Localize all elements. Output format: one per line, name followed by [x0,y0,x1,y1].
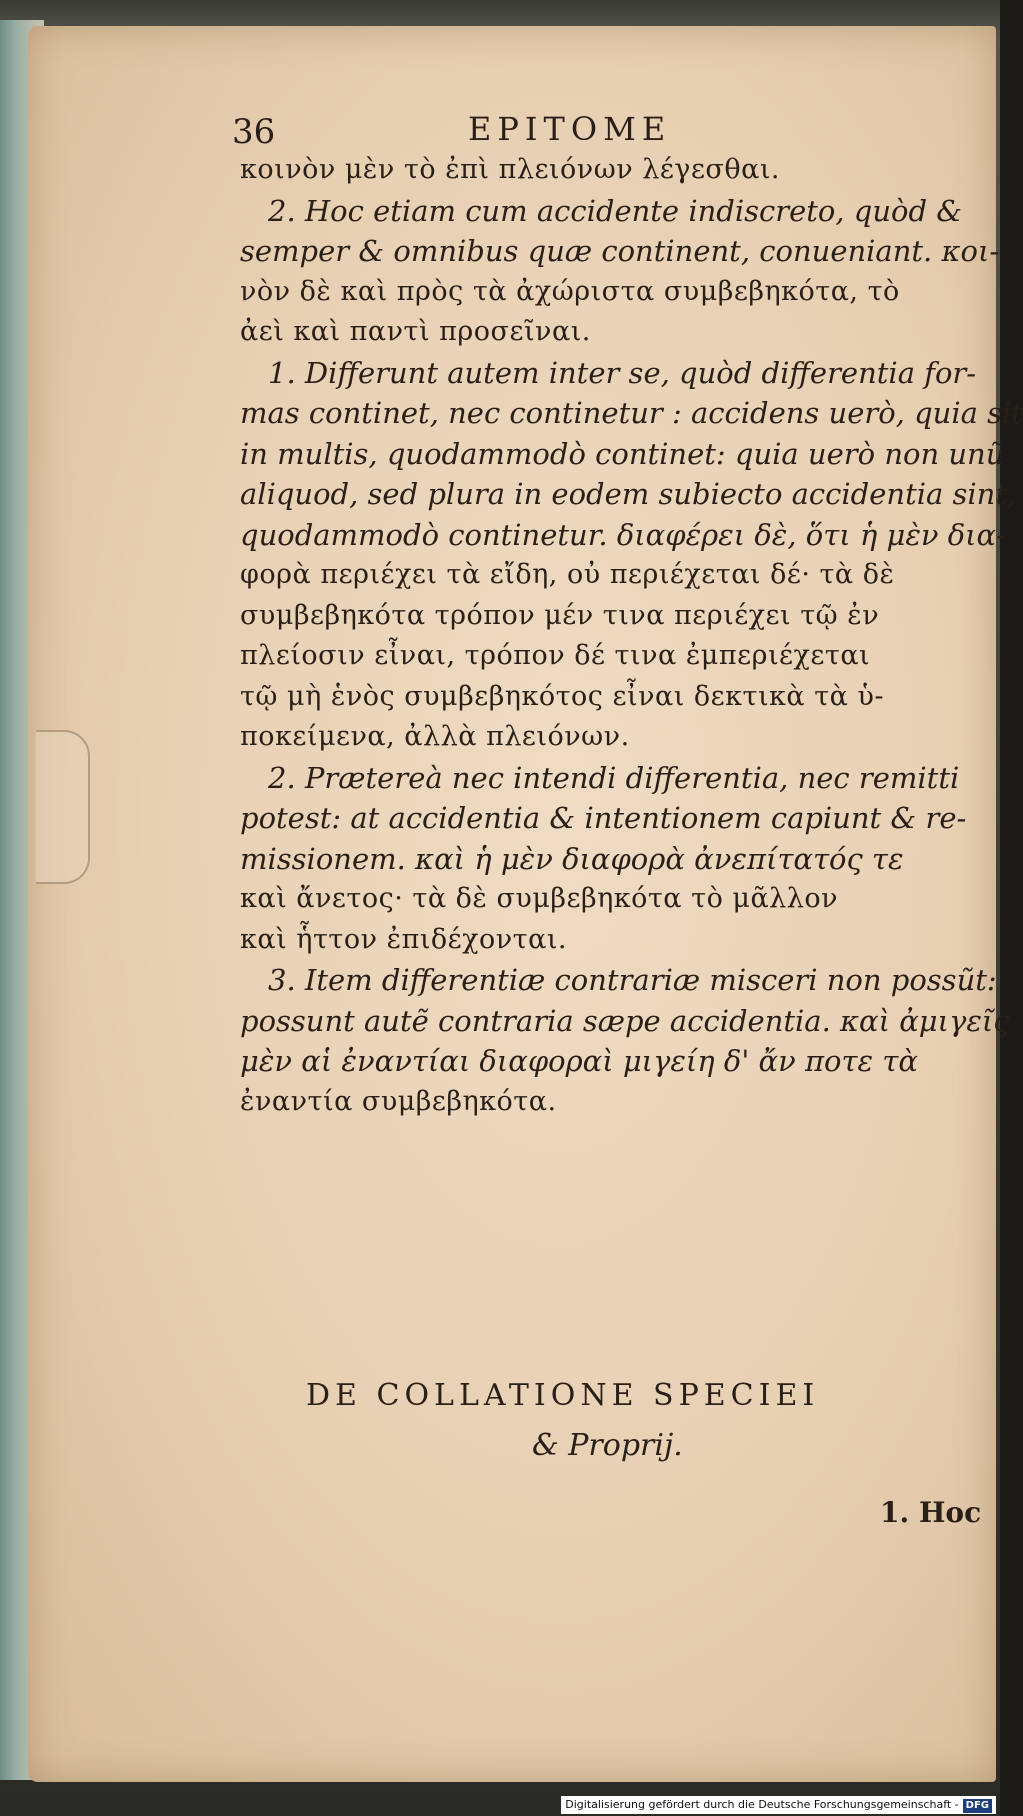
section-heading: DE COLLATIONE SPECIEI [306,1378,820,1413]
text-line: τῷ μὴ ἑνὸς συμβεβηκότος εἶναι δεκτικὰ τὰ ὑ- [240,680,885,712]
page-tab-mark [36,730,90,884]
text-line: μὲν αἱ ἐναντίαι διαφοραὶ μιγείη δ' ἄν ποτε τὰ [240,1044,918,1078]
text-line: 3. Item differentiæ contrariæ misceri non possũt: [268,963,997,997]
text-line: missionem. καὶ ἡ μὲν διαφορὰ ἀνεπίτατός τε [240,841,904,876]
text-line: aliquod, sed plura in eodem subiecto accidentia sint, [240,477,1017,511]
text-line: semper & omnibus quæ continent, conueniant. κοι- [240,234,1000,268]
text-line: possunt autẽ contraria sæpe accidentia. καὶ ἀμιγεῖς [240,1003,1010,1038]
text-line: mas continet, nec continetur : accidens uerò, quia sit [240,396,1023,430]
text-line: potest: at accidentia & intentionem capiunt & re- [240,801,967,835]
catchword: 1. Hoc [880,1496,982,1529]
text-line: 1. Differunt autem inter se, quòd differentia for- [268,355,977,390]
text-line: καὶ ἄνετος· τὰ δὲ συμβεβηκότα τὸ μᾶλλον [240,883,839,914]
credit-text: Digitalisierung gefördert durch die Deutsche Forschungsgemeinschaft - [565,1798,959,1811]
text-line: συμβεβηκότα τρόπον μέν τινα περιέχει τῷ ἐν [240,599,880,631]
text-line: καὶ ἧττον ἐπιδέχονται. [240,923,568,955]
text-line: κοινὸν μὲν τὸ ἐπὶ πλειόνων λέγεσθαι. [240,154,781,185]
text-line: quodammodò continetur. διαφέρει δὲ, ὅτι ἡ μὲν δια- [240,517,1006,552]
text-line: in multis, quodammodò continet: quia uerò non unũ [240,436,1005,471]
text-line: νὸν δὲ καὶ πρὸς τὰ ἀχώριστα συμβεβηκότα, τὸ [240,275,900,307]
text-line: ἀεὶ καὶ παντὶ προσεῖναι. [240,316,591,347]
text-line: ποκείμενα, ἀλλὰ πλειόνων. [240,721,630,752]
text-line: 2. Hoc etiam cum accidente indiscreto, quòd & [268,193,963,228]
dfg-logo: DFG [963,1799,992,1813]
text-line: 2. Prætereà nec intendi differentia, nec remitti [268,760,960,795]
running-head: EPITOME [468,110,672,148]
text-line: φορὰ περιέχει τὰ εἴδη, οὐ περιέχεται δέ· τὰ δὲ [240,559,895,590]
text-line: ἐναντία συμβεβηκότα. [240,1085,557,1117]
digitization-credit [561,1796,996,1814]
section-heading-subtitle: & Proprij. [532,1428,683,1463]
page-number: 36 [232,112,276,152]
text-line: πλείοσιν εἶναι, τρόπον δέ τινα ἐμπεριέχεται [240,640,871,671]
